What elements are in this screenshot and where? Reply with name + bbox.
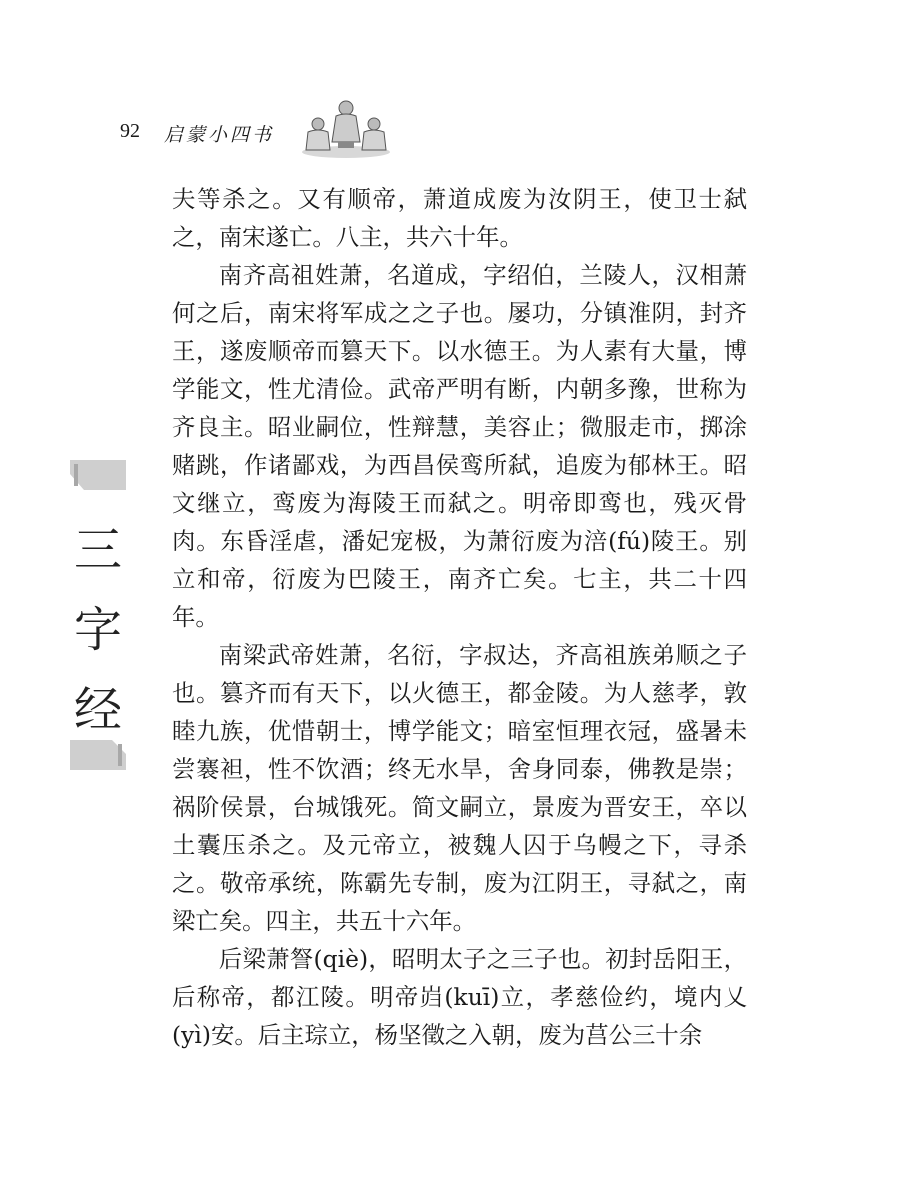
body-text xyxy=(172,180,747,1054)
page-number: 92 xyxy=(120,120,140,142)
scholars-illustration-icon xyxy=(298,98,394,160)
section-title-char: 三 xyxy=(73,522,122,578)
body-paragraph: 后梁萧詧(qiè)，昭明太子之三子也。初封岳阳王，后称帝，都江陵。明帝岿(kuī)立，孝慈俭约，境内乂(yì)安。后主琮立，杨坚徵之入朝，废为莒公三十余 xyxy=(172,945,747,1049)
tab-bar-bottom-decoration xyxy=(70,740,126,770)
section-title-char: 经 xyxy=(73,682,122,738)
section-title-char: 字 xyxy=(73,602,122,658)
section-title xyxy=(70,510,126,750)
body-paragraph: 夫等杀之。又有顺帝，萧道成废为汝阴王，使卫士弑之，南宋遂亡。八主，共六十年。 xyxy=(172,185,747,251)
body-paragraph: 南梁武帝姓萧，名衍，字叔达，齐高祖族弟顺之子也。篡齐而有天下，以火德王，都金陵。为人慈孝，敦睦九族，优惜朝士，博学能文；暗室恒理衣冠，盛暑未尝褰袒，性不饮酒；终无水旱，舍身同泰，佛教是崇；祸阶侯景，台城饿死。简文嗣立，景废为晋安王，卒以土囊压杀之。及元帝立，被魏人囚于乌幔之下，寻杀之。敬帝承统，陈霸先专制，废为江阴王，寻弑之，南梁亡矣。四主，共五十六年。 xyxy=(172,641,747,935)
tab-bar-top-decoration xyxy=(70,460,126,490)
book-title: 启蒙小四书 xyxy=(164,124,275,146)
section-side-tab xyxy=(70,460,126,770)
body-paragraph: 南齐高祖姓萧，名道成，字绍伯，兰陵人，汉相萧何之后，南宋将军成之之子也。屡功，分镇淮阴，封齐王，遂废顺帝而篡天下。以水德王。为人素有大量，博学能文，性尤清俭。武帝严明有断，内朝多豫，世称为齐良主。昭业嗣位，性辩慧，美容止；微服走市，掷涂赌跳，作诸鄙戏，为西昌侯鸾所弑，追废为郁林王。昭文继立，鸾废为海陵王而弑之。明帝即鸾也，残灭骨肉。东昏淫虐，潘妃宠极，为萧衍废为涪(fú)陵王。别立和帝，衍废为巴陵王，南齐亡矣。七主，共二十四年。 xyxy=(172,261,747,631)
